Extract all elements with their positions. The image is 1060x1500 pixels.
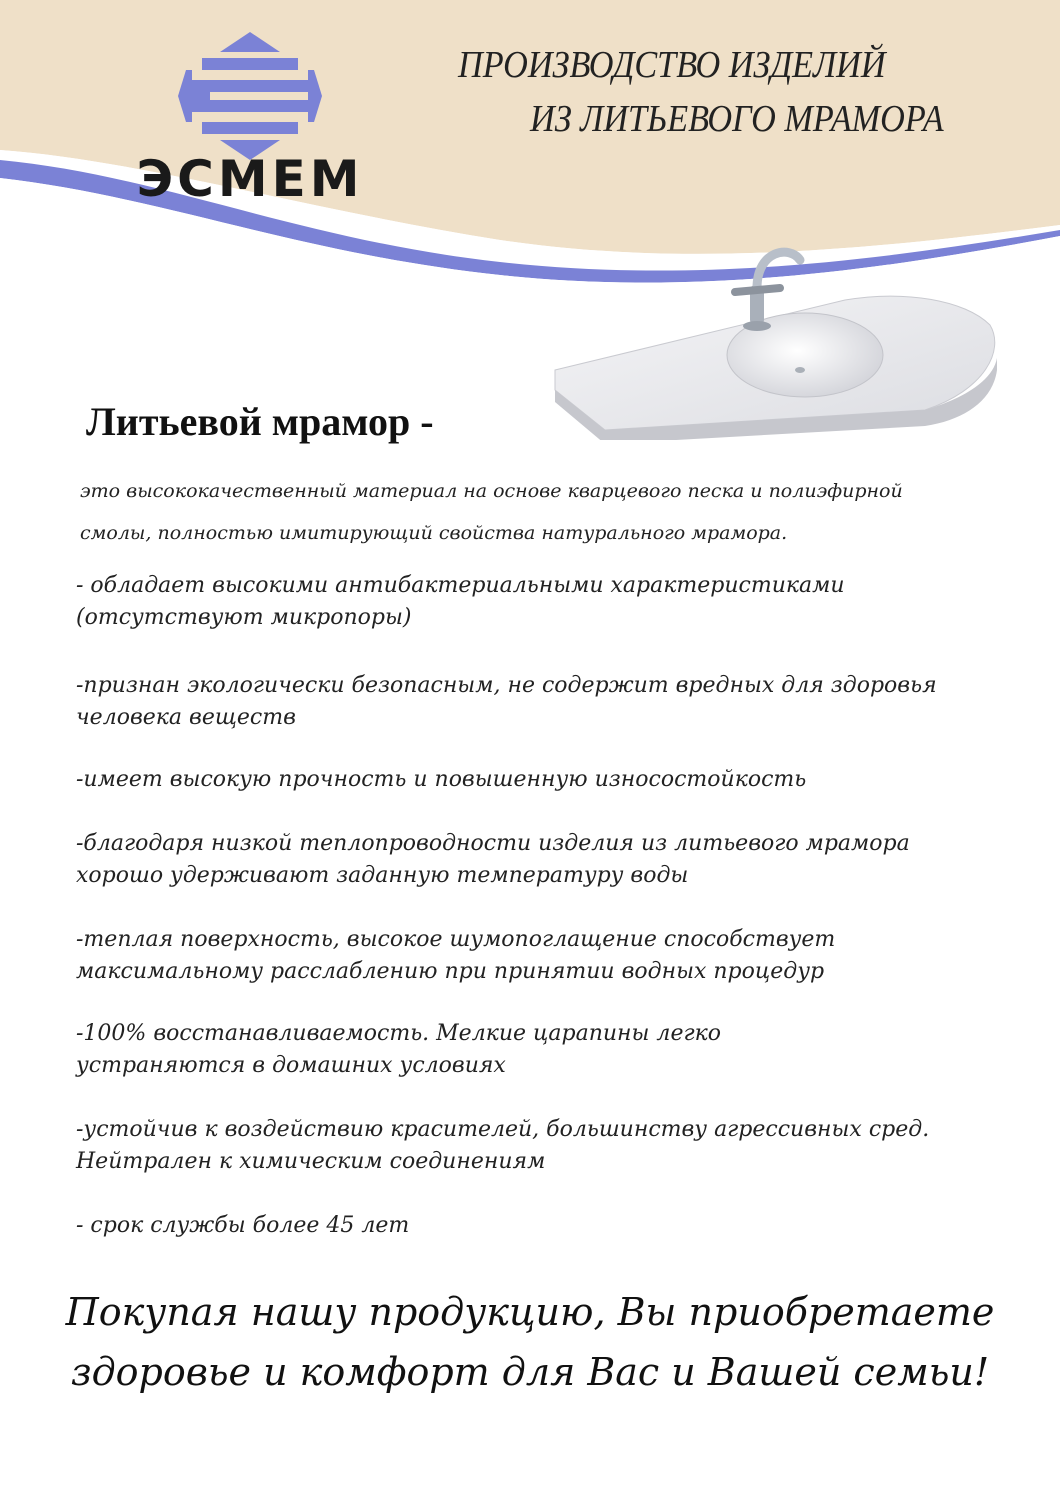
tagline-line-1: ПРОИЗВОДСТВО ИЗДЕЛИЙ bbox=[458, 44, 886, 86]
header-tagline bbox=[440, 38, 962, 146]
feature-item: - обладает высокими антибактериальными характеристиками (отсутствуют микропоры) bbox=[76, 573, 845, 630]
tagline-line-2: ИЗ ЛИТЬЕВОГО МРАМОРА bbox=[530, 98, 944, 140]
feature-item: -признан экологически безопасным, не содержит вредных для здоровья человека веществ bbox=[76, 673, 937, 730]
feature-item: - срок службы более 45 лет bbox=[76, 1213, 410, 1238]
sink-image bbox=[545, 230, 1005, 440]
brand-name: ЭСМЕМ bbox=[136, 150, 364, 208]
feature-item: -100% восстанавливаемость. Мелкие царапины легко устраняются в домашних условиях bbox=[76, 1021, 721, 1078]
feature-item: -устойчив к воздействию красителей, большинству агрессивных сред. Нейтрален к химическим соединениям bbox=[76, 1117, 930, 1174]
feature-item: -теплая поверхность, высокое шумопоглащение способствует максимальному расслаблению при принятии водных процедур bbox=[76, 927, 836, 984]
feature-item: -благодаря низкой теплопроводности изделия из литьевого мрамора хорошо удерживают заданную температуру воды bbox=[76, 831, 910, 888]
closing-statement: Покупая нашу продукцию, Вы приобретаете здоровье и комфорт для Вас и Вашей семьи! bbox=[65, 1290, 995, 1394]
section-heading: Литьевой мрамор - bbox=[86, 399, 434, 444]
intro-paragraph: это высококачественный материал на основе кварцевого песка и полиэфирной смолы, полностью имитирующий свойства натурального мрамора. bbox=[80, 480, 903, 544]
feature-item: -имеет высокую прочность и повышенную износостойкость bbox=[76, 767, 807, 792]
